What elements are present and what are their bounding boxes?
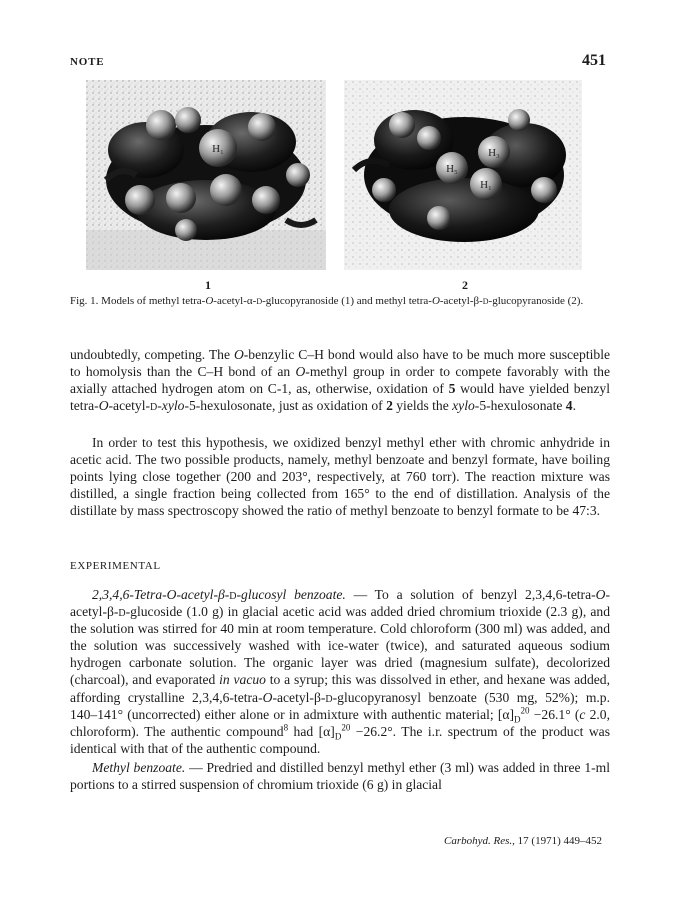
body-paragraph-experimental: 2,3,4,6-Tetra-O-acetyl-β-d-glucosyl benzoate. — To a solution of benzyl 2,3,4,6-tetra-O-acetyl-β-d-glucoside (1.0 g) in glacial acetic acid was added dried chromium trioxide (2.3 g), and the solution was stirred for 40 min at room temperature. Cold chloroform (300 ml) was added, and the solution was successively washed with ice-water (twice), and saturated aqueous sodium hydrogen carbonate solution. The organic layer was dried (magnesium sulfate), decolorized (charcoal), and evaporated in vacuo to a syrup; this was dissolved in ether, and hexane was added, affording crystalline 2,3,4,6-tetra-O-acetyl-β-d-glucopyranosyl benzoate (530 mg, 52%); m.p. 140–141° (uncorrected) either alone or in admixture with authentic material; $[\alpha]_D^{20} -26.1^\circ$ (c 2.0, chloroform). The authentic compound$^8$ had $[\alpha]_D^{20} -26.2^\circ$. The i.r. spectrum of the product was identical with that of the authentic compound.: [70, 587, 611, 756]
figure-photo-2: [344, 80, 582, 270]
figure-label-2: 2: [462, 278, 468, 292]
body-paragraph-1: undoubtedly, competing. The O-benzylic C–H bond would also have to be much more susceptible to homolysis than the C–H bond of an O-methyl group in order to compete favorably with the axially attached hydrogen atom on C-1, as, otherwise, oxidation of 5 would have yielded benzyl tetra-O-acetyl-d-xylo-5-hexulosonate, just as oxidation of 2 yields the xylo-5-hexulosonate 4.: [70, 347, 611, 414]
running-head-section: NOTE: [70, 56, 105, 68]
page-number: 451: [582, 52, 606, 69]
molecular-model-2-image: [344, 80, 582, 270]
photo1-label-h1: H₁: [212, 143, 224, 155]
footer-citation: Carbohyd. Res., 17 (1971) 449–452: [444, 835, 602, 847]
body-paragraph-2: In order to test this hypothesis, we oxidized benzyl methyl ether with chromic anhydride in acetic acid. The two possible products, namely, methyl benzoate and benzyl formate, have boiling points lying close together (200 and 203°, respectively, at 760 torr). The reaction mixture was distilled, a single fraction being collected from 165° to the end of distillation. Analysis of the distillate by mass spectroscopy showed the ratio of methyl benzoate to benzyl formate to be 47:3.: [70, 435, 610, 519]
molecular-model-1-image: [86, 80, 326, 270]
figure-label-1: 1: [205, 278, 211, 292]
body-paragraph-methyl-benzoate: Methyl benzoate. — Predried and distilled benzyl methyl ether (3 ml) was added in three 1-ml portions to a stirred suspension of chromium trioxide (6 g) in glacial: [70, 760, 610, 793]
figure-photo-1: [86, 80, 326, 270]
figure-caption: Fig. 1. Models of methyl tetra-O-acetyl-α-d-glucopyranoside (1) and methyl tetra-O-acetyl-β-d-glucopyranoside (2).: [70, 295, 584, 307]
photo2-label-h3: H₃: [488, 147, 500, 159]
photo2-label-h5: H₅: [446, 163, 458, 175]
section-heading-experimental: EXPERIMENTAL: [70, 560, 161, 572]
photo2-label-h1: H₁: [480, 179, 492, 191]
